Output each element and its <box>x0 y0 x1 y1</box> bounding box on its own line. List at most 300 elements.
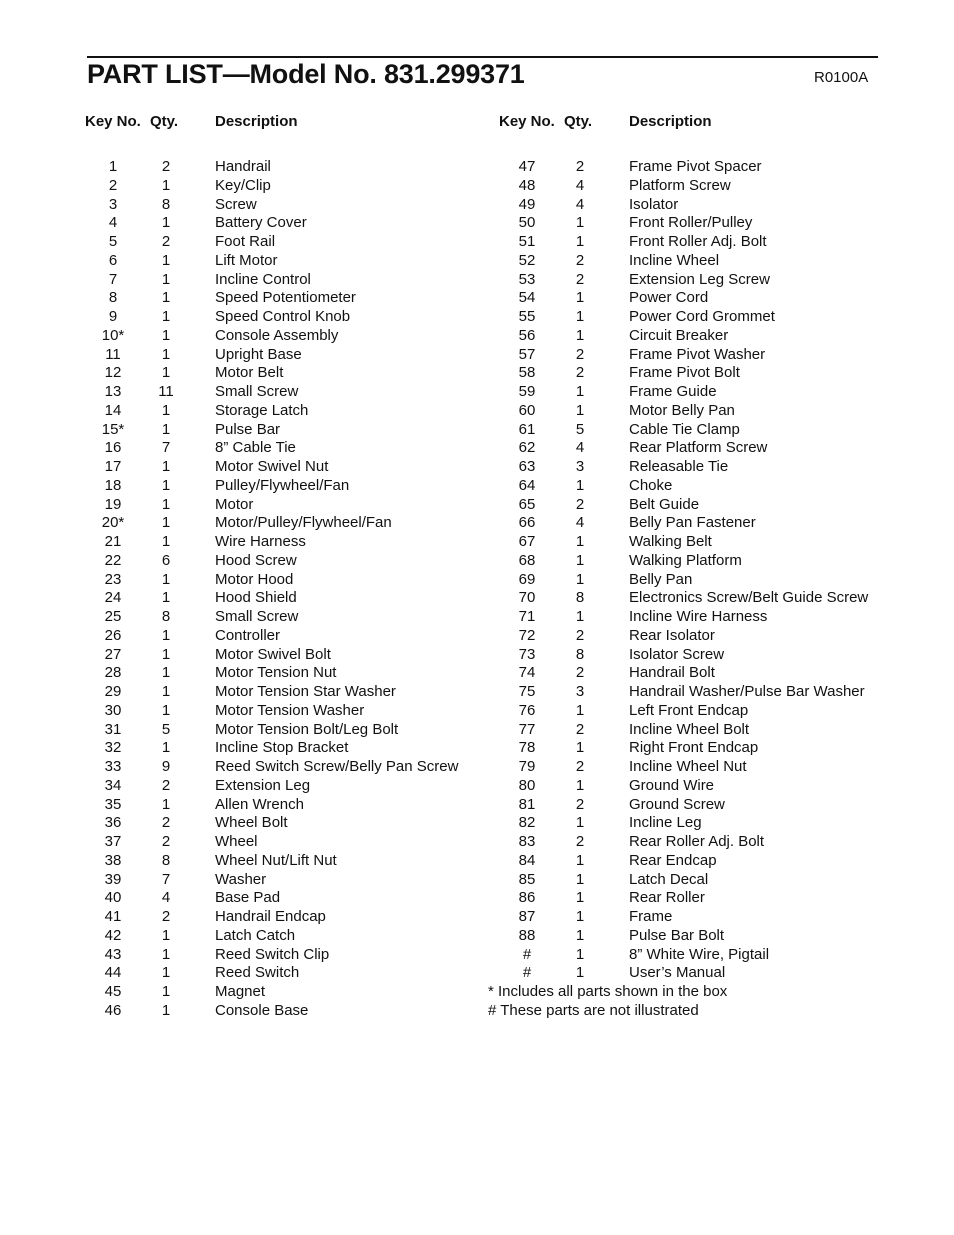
part-description: Reed Switch <box>215 964 300 982</box>
header-key: Key No. <box>85 113 141 130</box>
part-key-no: 61 <box>518 420 536 438</box>
header-qty: Qty. <box>564 113 593 130</box>
part-description: Washer <box>215 870 267 888</box>
table-row <box>496 270 770 290</box>
table-row <box>496 458 727 477</box>
part-key-no: 30 <box>104 701 122 719</box>
part-key-no: 63 <box>518 458 536 475</box>
part-key-no: 62 <box>518 439 536 457</box>
part-key-no: 42 <box>104 926 122 944</box>
part-description: Rear Isolator <box>629 626 715 644</box>
part-qty: 2 <box>161 833 171 850</box>
part-description: Handrail Washer/Pulse Bar Washer <box>629 683 865 700</box>
part-key-no: 11 <box>105 345 121 363</box>
part-description: Pulse Bar <box>215 420 281 438</box>
part-qty: 1 <box>161 251 171 269</box>
part-description: Frame Pivot Washer <box>629 345 766 363</box>
part-key-no: 68 <box>518 551 536 569</box>
part-description: Foot Rail <box>215 233 276 250</box>
part-description: Front Roller Adj. Bolt <box>629 233 767 250</box>
part-qty: 2 <box>575 626 585 644</box>
part-key-no: 39 <box>104 870 122 888</box>
part-description: Latch Decal <box>629 870 709 888</box>
part-description: Frame Pivot Spacer <box>629 158 762 175</box>
table-row <box>496 833 765 852</box>
header-description: Description <box>629 113 712 130</box>
part-key-no: 13 <box>104 383 122 400</box>
part-key-no: 70 <box>518 589 536 607</box>
part-key-no: 8 <box>108 289 118 307</box>
part-qty: 1 <box>575 889 585 907</box>
part-description: Motor Tension Bolt/Leg Bolt <box>215 720 399 738</box>
table-row <box>496 664 727 683</box>
part-key-no: 44 <box>104 964 122 982</box>
part-qty: 1 <box>161 364 171 382</box>
part-key-no: 72 <box>518 626 536 644</box>
part-description: Circuit Breaker <box>629 326 729 344</box>
part-key-no: 49 <box>518 195 536 213</box>
part-description: Key/Clip <box>215 176 271 194</box>
part-key-no: 37 <box>104 833 122 850</box>
part-description: Lift Motor <box>215 251 278 269</box>
part-qty: 2 <box>575 758 585 775</box>
part-key-no: 55 <box>518 308 536 325</box>
part-qty: 2 <box>575 345 585 363</box>
part-key-no: 43 <box>104 945 122 963</box>
part-description: Motor/Pulley/Flywheel/Fan <box>215 514 392 532</box>
part-description: Motor Tension Nut <box>215 664 337 682</box>
part-key-no: 53 <box>518 270 536 288</box>
part-qty: 2 <box>575 795 585 813</box>
part-qty: 1 <box>161 533 171 550</box>
table-row <box>496 589 869 608</box>
part-description: Handrail <box>215 158 271 175</box>
part-qty: 4 <box>161 889 171 907</box>
table-row <box>496 571 727 590</box>
part-description: Small Screw <box>215 383 299 400</box>
part-description: Wheel Nut/Lift Nut <box>215 851 337 869</box>
header-key: Key No. <box>499 113 555 130</box>
part-description: Base Pad <box>215 889 281 907</box>
part-key-no: 66 <box>518 514 536 532</box>
part-key-no: 78 <box>518 739 536 757</box>
table-row <box>496 627 727 646</box>
part-key-no: 58 <box>518 364 536 382</box>
part-qty: 5 <box>161 720 171 738</box>
part-description: Power Cord <box>629 289 709 307</box>
part-key-no: 38 <box>104 851 122 869</box>
part-description: 8” White Wire, Pigtail <box>629 945 770 963</box>
part-key-no: 6 <box>108 251 118 269</box>
part-qty: 1 <box>161 214 171 232</box>
part-description: Wheel Bolt <box>215 814 288 832</box>
part-qty: 1 <box>575 851 585 869</box>
part-qty: 1 <box>575 814 585 832</box>
part-qty: 4 <box>575 514 585 532</box>
part-qty: 2 <box>161 158 171 175</box>
part-key-no: 88 <box>518 926 536 944</box>
part-qty: 5 <box>575 420 585 438</box>
part-key-no: 45 <box>104 983 122 1000</box>
part-description: Upright Base <box>215 345 302 363</box>
part-qty: 1 <box>575 476 585 494</box>
part-qty: 1 <box>161 1001 171 1019</box>
table-row <box>496 683 865 702</box>
part-description: Motor Tension Star Washer <box>215 683 396 700</box>
part-key-no: # <box>522 964 532 982</box>
part-qty: 1 <box>575 608 585 625</box>
table-row <box>496 158 762 177</box>
part-description: Rear Roller <box>629 889 705 907</box>
part-description: Releasable Tie <box>629 458 729 475</box>
part-qty: 8 <box>161 195 171 213</box>
part-key-no: 7 <box>108 270 118 288</box>
part-qty: 2 <box>575 833 585 850</box>
part-key-no: 67 <box>518 533 536 550</box>
part-description: Walking Belt <box>629 533 712 550</box>
part-description: Extension Leg <box>215 776 311 794</box>
part-qty: 1 <box>161 326 171 344</box>
table-row <box>496 945 770 965</box>
part-qty: 8 <box>575 589 585 607</box>
table-row <box>496 327 727 346</box>
part-description: Battery Cover <box>215 214 307 232</box>
part-key-no: 25 <box>104 608 122 625</box>
table-row <box>496 196 727 215</box>
part-key-no: 36 <box>104 814 122 832</box>
part-qty: 8 <box>161 608 171 625</box>
part-qty: 1 <box>161 345 171 363</box>
part-description: Belly Pan Fastener <box>629 514 756 532</box>
table-row <box>496 176 731 196</box>
table-row <box>496 758 747 777</box>
part-description: 8” Cable Tie <box>215 439 296 457</box>
part-description: Incline Leg <box>629 814 702 832</box>
part-description: Rear Platform Screw <box>629 439 768 457</box>
part-key-no: 41 <box>104 908 122 925</box>
part-description: Ground Wire <box>629 776 715 794</box>
part-key-no: 31 <box>104 720 122 738</box>
part-key-no: 26 <box>104 626 122 644</box>
part-qty: 1 <box>161 795 171 813</box>
part-description: Pulley/Flywheel/Fan <box>215 476 350 494</box>
part-qty: 2 <box>575 495 585 513</box>
part-key-no: 9 <box>108 308 118 325</box>
part-qty: 1 <box>575 326 585 344</box>
part-description: Hood Shield <box>215 589 297 607</box>
part-key-no: 51 <box>518 233 536 250</box>
part-description: Belt Guide <box>629 495 700 513</box>
part-qty: 1 <box>575 870 585 888</box>
part-description: Motor Belly Pan <box>629 401 735 419</box>
part-key-no: 33 <box>104 758 122 775</box>
part-key-no: 50 <box>518 214 536 232</box>
part-key-no: 77 <box>518 720 536 738</box>
table-row <box>496 439 768 458</box>
part-qty: 1 <box>161 964 171 982</box>
part-description: Incline Control <box>215 270 311 288</box>
table-row <box>496 964 727 983</box>
part-key-no: 35 <box>104 795 122 813</box>
part-key-no: 12 <box>104 364 122 382</box>
part-qty: 4 <box>575 176 585 194</box>
table-row <box>496 646 727 665</box>
part-qty: 7 <box>161 870 171 888</box>
part-description: Motor <box>215 495 254 513</box>
part-description: Handrail Endcap <box>215 908 326 925</box>
part-description: Frame <box>629 908 673 925</box>
part-qty: 1 <box>575 214 585 232</box>
part-description: Incline Wire Harness <box>629 608 768 625</box>
part-description: Screw <box>215 195 257 213</box>
part-key-no: 16 <box>104 439 122 457</box>
part-description: Incline Wheel Nut <box>629 758 747 775</box>
part-key-no: 14 <box>104 401 122 419</box>
part-qty: 1 <box>575 401 585 419</box>
part-qty: 1 <box>575 551 585 569</box>
part-description: Speed Potentiometer <box>215 289 356 307</box>
table-row <box>496 927 727 946</box>
part-qty: 2 <box>161 233 171 250</box>
table-row <box>496 345 766 365</box>
part-description: Walking Platform <box>629 551 742 569</box>
part-description: Latch Catch <box>215 926 296 944</box>
part-qty: 1 <box>161 645 171 663</box>
part-key-no: 75 <box>518 683 536 700</box>
part-qty: 1 <box>161 626 171 644</box>
table-row <box>496 701 749 721</box>
part-qty: 1 <box>575 908 585 925</box>
table-row <box>496 308 775 327</box>
part-key-no: 74 <box>518 664 536 682</box>
part-key-no: 84 <box>518 851 536 869</box>
part-description: Reed Switch Screw/Belly Pan Screw <box>215 758 459 775</box>
part-key-no: 23 <box>104 570 122 588</box>
table-row <box>496 477 727 496</box>
part-qty: 3 <box>575 683 585 700</box>
part-qty: 1 <box>161 983 171 1000</box>
part-description: Console Base <box>215 1001 309 1019</box>
part-qty: 4 <box>575 439 585 457</box>
part-description: Incline Wheel <box>629 251 720 269</box>
table-row <box>496 214 753 233</box>
part-qty: 1 <box>161 570 171 588</box>
part-key-no: 69 <box>518 570 536 588</box>
part-key-no: 18 <box>104 476 122 494</box>
table-row <box>496 533 727 552</box>
part-key-no: 60 <box>518 401 536 419</box>
part-description: Electronics Screw/Belt Guide Screw <box>629 589 869 607</box>
table-row <box>496 233 767 252</box>
part-description: Speed Control Knob <box>215 308 351 325</box>
part-qty: 2 <box>575 720 585 738</box>
part-key-no: 65 <box>518 495 536 513</box>
part-description: Isolator Screw <box>629 645 725 663</box>
part-qty: 1 <box>575 739 585 757</box>
part-qty: 1 <box>575 233 585 250</box>
part-description: Cable Tie Clamp <box>629 420 740 438</box>
part-qty: 11 <box>158 383 174 400</box>
table-row <box>496 871 727 890</box>
part-description: Rear Endcap <box>629 851 717 869</box>
part-qty: 4 <box>575 195 585 213</box>
table-row <box>496 814 727 833</box>
table-row <box>496 852 727 871</box>
part-qty: 1 <box>161 458 171 475</box>
part-description: Motor Swivel Bolt <box>215 645 331 663</box>
table-row <box>496 514 756 533</box>
part-key-no: 21 <box>104 533 122 550</box>
part-qty: 9 <box>161 758 171 775</box>
part-qty: 7 <box>161 439 171 457</box>
table-row <box>496 364 740 383</box>
part-key-no: 4 <box>108 214 118 232</box>
part-qty: 1 <box>575 926 585 944</box>
table-row <box>496 383 727 402</box>
part-qty: 1 <box>575 776 585 794</box>
part-description: Storage Latch <box>215 401 309 419</box>
part-qty: 1 <box>161 308 171 325</box>
part-description: Wheel <box>215 833 258 850</box>
part-qty: 1 <box>575 533 585 550</box>
part-qty: 1 <box>575 964 585 982</box>
part-key-no: 80 <box>518 776 536 794</box>
part-qty: 2 <box>575 251 585 269</box>
part-description: Frame Pivot Bolt <box>629 364 740 382</box>
part-description: Frame Guide <box>629 383 717 400</box>
part-qty: 1 <box>161 926 171 944</box>
part-qty: 1 <box>161 495 171 513</box>
table-row <box>496 720 750 740</box>
part-description: Ground Screw <box>629 795 725 813</box>
header-qty: Qty. <box>150 113 179 130</box>
part-key-no: 82 <box>518 814 536 832</box>
part-description: Magnet <box>215 983 266 1000</box>
part-description: Motor Belt <box>215 364 284 382</box>
part-description: Handrail Bolt <box>629 664 715 682</box>
part-qty: 1 <box>161 176 171 194</box>
part-qty: 1 <box>161 514 171 532</box>
part-key-no: 54 <box>518 289 536 307</box>
document-code: R0100A <box>814 69 869 86</box>
header-description: Description <box>215 113 298 130</box>
table-row <box>496 551 742 571</box>
footnote-not-illustrated: # These parts are not illustrated <box>488 1001 699 1019</box>
table-row <box>496 496 727 515</box>
part-key-no: 59 <box>518 383 536 400</box>
part-key-no: 2 <box>108 176 118 194</box>
table-row <box>496 252 727 271</box>
part-key-no: 57 <box>518 345 536 363</box>
part-qty: 1 <box>161 270 171 288</box>
table-row <box>496 608 768 627</box>
part-description: Small Screw <box>215 608 299 625</box>
part-description: Platform Screw <box>629 176 731 194</box>
part-description: Wire Harness <box>215 533 306 550</box>
part-qty: 1 <box>575 383 585 400</box>
table-row <box>496 739 759 758</box>
part-qty: 1 <box>161 476 171 494</box>
table-row <box>496 401 735 421</box>
part-key-no: 73 <box>518 645 536 663</box>
part-qty: 1 <box>161 945 171 963</box>
part-key-no: 46 <box>104 1001 122 1019</box>
part-key-no: 86 <box>518 889 536 907</box>
part-qty: 1 <box>161 420 171 438</box>
part-key-no: 1 <box>108 158 118 175</box>
parts-list-right <box>496 158 869 983</box>
part-key-no: 48 <box>518 176 536 194</box>
part-description: Front Roller/Pulley <box>629 214 753 232</box>
part-key-no: 27 <box>104 645 122 663</box>
part-key-no: 85 <box>518 870 536 888</box>
part-description: Right Front Endcap <box>629 739 759 757</box>
part-key-no: 10* <box>101 326 125 344</box>
part-description: Extension Leg Screw <box>629 270 770 288</box>
part-description: Incline Stop Bracket <box>215 739 349 757</box>
table-row <box>496 889 727 908</box>
part-qty: 8 <box>575 645 585 663</box>
part-description: Reed Switch Clip <box>215 945 330 963</box>
part-description: Belly Pan <box>629 570 693 588</box>
part-key-no: # <box>522 945 532 963</box>
part-qty: 2 <box>575 270 585 288</box>
part-qty: 1 <box>161 589 171 607</box>
part-key-no: 5 <box>108 233 118 250</box>
part-key-no: 19 <box>104 495 122 513</box>
part-description: Rear Roller Adj. Bolt <box>629 833 765 850</box>
part-qty: 1 <box>161 683 171 700</box>
parts-column-right <box>488 112 869 1021</box>
part-qty: 3 <box>575 458 585 475</box>
part-qty: 1 <box>575 945 585 963</box>
part-description: Pulse Bar Bolt <box>629 926 725 944</box>
part-qty: 8 <box>161 851 171 869</box>
table-row <box>496 908 727 927</box>
part-description: Console Assembly <box>215 326 339 344</box>
table-row <box>496 777 727 796</box>
part-qty: 1 <box>161 739 171 757</box>
part-qty: 2 <box>575 158 585 175</box>
part-key-no: 83 <box>518 833 536 850</box>
part-key-no: 56 <box>518 326 536 344</box>
part-key-no: 17 <box>104 458 122 475</box>
part-qty: 2 <box>161 776 171 794</box>
part-key-no: 76 <box>518 701 536 719</box>
part-qty: 1 <box>161 289 171 307</box>
part-description: Motor Swivel Nut <box>215 458 329 475</box>
part-description: Allen Wrench <box>215 795 304 813</box>
part-description: Left Front Endcap <box>629 701 749 719</box>
part-description: Isolator <box>629 195 679 213</box>
part-key-no: 81 <box>518 795 536 813</box>
part-key-no: 29 <box>104 683 122 700</box>
part-key-no: 22 <box>104 551 122 569</box>
part-key-no: 71 <box>518 608 536 625</box>
part-qty: 1 <box>575 289 585 307</box>
part-qty: 1 <box>161 401 171 419</box>
part-key-no: 32 <box>104 739 122 757</box>
part-key-no: 20* <box>101 514 125 532</box>
footnote-includes: * Includes all parts shown in the box <box>488 983 728 1000</box>
table-row <box>496 796 727 815</box>
part-qty: 2 <box>575 364 585 382</box>
part-description: Motor Hood <box>215 570 294 588</box>
part-qty: 1 <box>161 701 171 719</box>
part-key-no: 64 <box>518 476 536 494</box>
part-qty: 2 <box>575 664 585 682</box>
part-key-no: 79 <box>518 758 536 775</box>
